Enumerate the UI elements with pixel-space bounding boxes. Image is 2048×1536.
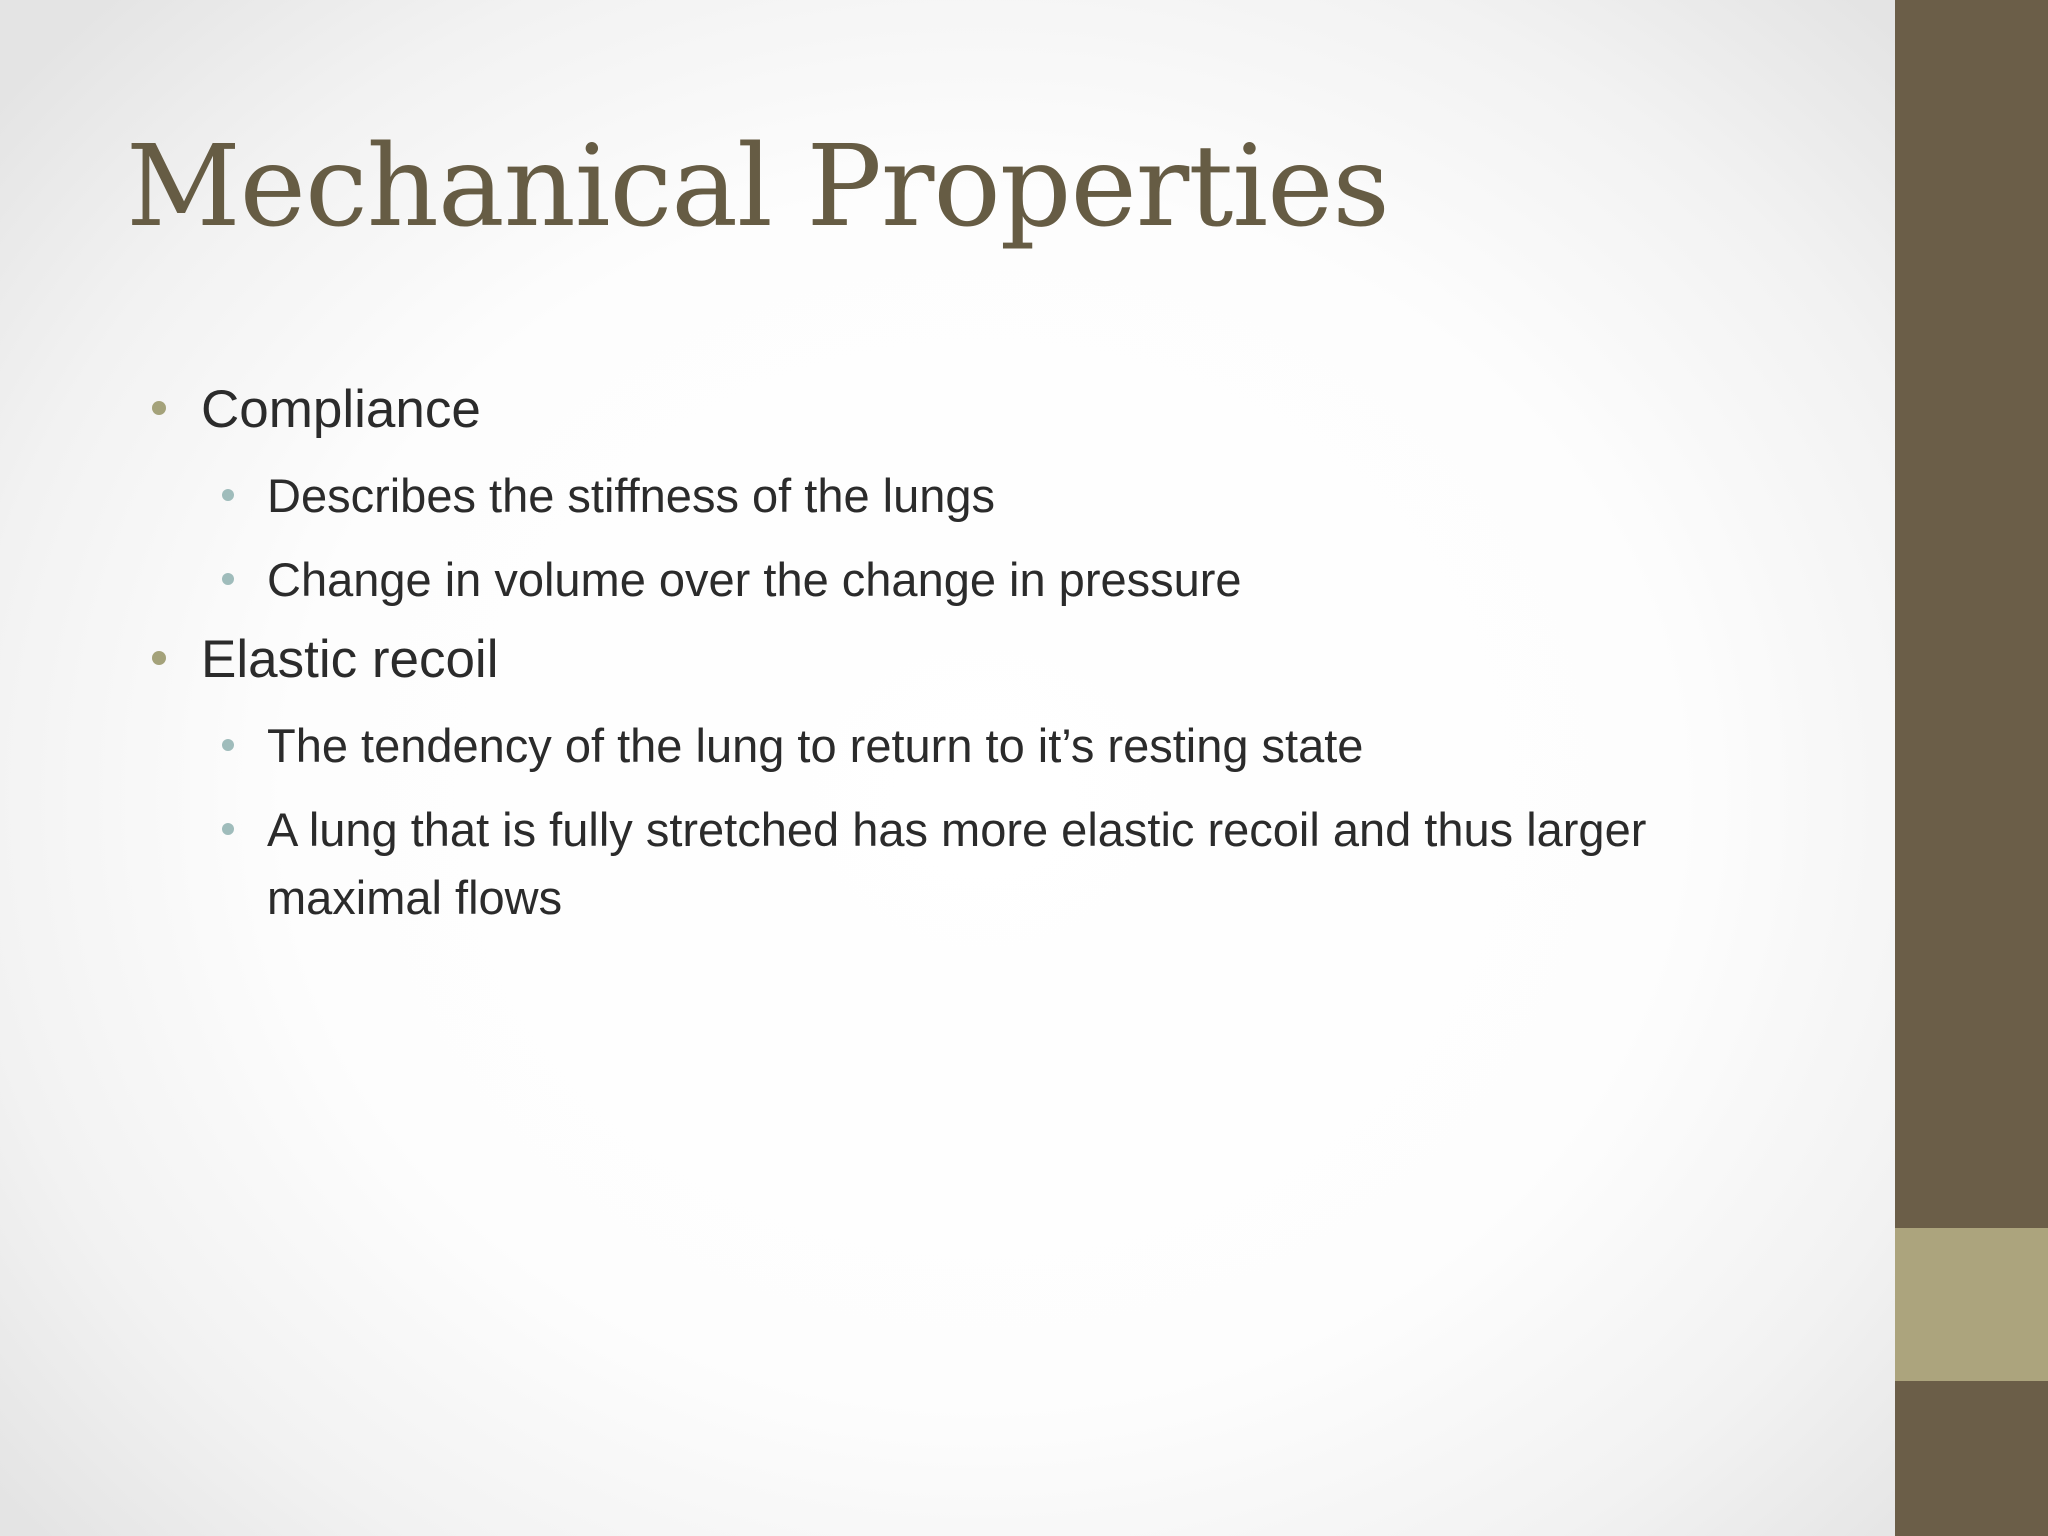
sub-bullet-item [148, 546, 1708, 614]
sub-bullet-item [148, 796, 1708, 932]
sub-bullet-dot-icon [222, 573, 234, 585]
sub-bullet-text: The tendency of the lung to return to it’s resting state [267, 719, 1364, 772]
bullet-item [148, 374, 1708, 446]
bullet-dot-icon [152, 401, 166, 415]
sub-bullet-dot-icon [222, 489, 234, 501]
sub-bullet-text: Change in volume over the change in pressure [267, 553, 1242, 606]
sub-bullet-text: A lung that is fully stretched has more elastic recoil and thus larger maximal flows [267, 803, 1647, 924]
bullet-group-compliance [148, 374, 1708, 614]
sub-bullet-text: Describes the stiffness of the lungs [267, 469, 996, 522]
bullet-list [148, 374, 1708, 932]
side-decor-accent [1895, 1228, 2048, 1381]
bullet-text: Elastic recoil [201, 630, 499, 689]
sub-bullet-dot-icon [222, 823, 234, 835]
bullet-group-elastic-recoil [148, 624, 1708, 932]
slide-title: Mechanical Properties [126, 122, 1389, 252]
sub-bullet-item [148, 462, 1708, 530]
sub-bullet-item [148, 712, 1708, 780]
bullet-text: Compliance [201, 380, 481, 439]
sub-bullet-dot-icon [222, 739, 234, 751]
bullet-dot-icon [152, 651, 166, 665]
bullet-item [148, 624, 1708, 696]
